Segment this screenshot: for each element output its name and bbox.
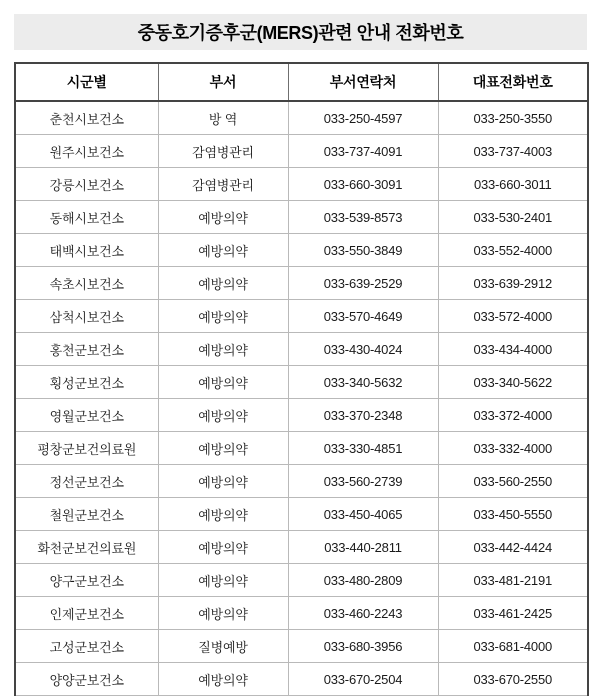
column-header-department-phone: 부서연락처 [288, 63, 438, 101]
cell-main-phone: 033-670-2550 [438, 663, 588, 696]
cell-region: 영월군보건소 [15, 399, 158, 432]
table-row [15, 465, 588, 498]
cell-region: 강릉시보건소 [15, 168, 158, 201]
cell-region: 고성군보건소 [15, 630, 158, 663]
cell-department-phone: 033-560-2739 [288, 465, 438, 498]
table-row [15, 300, 588, 333]
cell-department-phone: 033-480-2809 [288, 564, 438, 597]
cell-region: 홍천군보건소 [15, 333, 158, 366]
cell-main-phone: 033-332-4000 [438, 432, 588, 465]
table-row [15, 333, 588, 366]
cell-main-phone: 033-442-4424 [438, 531, 588, 564]
cell-department: 예방의약 [158, 333, 288, 366]
cell-department: 예방의약 [158, 663, 288, 696]
table-row [15, 630, 588, 663]
cell-main-phone: 033-530-2401 [438, 201, 588, 234]
table-body [15, 101, 588, 696]
cell-department-phone: 033-340-5632 [288, 366, 438, 399]
cell-region: 춘천시보건소 [15, 101, 158, 135]
cell-region: 동해시보건소 [15, 201, 158, 234]
column-header-region: 시군별 [15, 63, 158, 101]
table-row [15, 663, 588, 696]
cell-department-phone: 033-450-4065 [288, 498, 438, 531]
cell-department-phone: 033-550-3849 [288, 234, 438, 267]
document-title-bar [14, 14, 587, 50]
cell-department-phone: 033-250-4597 [288, 101, 438, 135]
cell-department-phone: 033-330-4851 [288, 432, 438, 465]
cell-main-phone: 033-250-3550 [438, 101, 588, 135]
table-row [15, 597, 588, 630]
table-header [15, 63, 588, 101]
cell-department: 감염병관리 [158, 135, 288, 168]
cell-department-phone: 033-460-2243 [288, 597, 438, 630]
cell-region: 양양군보건소 [15, 663, 158, 696]
table-row [15, 498, 588, 531]
cell-department: 예방의약 [158, 498, 288, 531]
cell-department: 예방의약 [158, 531, 288, 564]
cell-department-phone: 033-670-2504 [288, 663, 438, 696]
cell-main-phone: 033-681-4000 [438, 630, 588, 663]
column-header-department: 부서 [158, 63, 288, 101]
cell-department: 예방의약 [158, 300, 288, 333]
table-row [15, 531, 588, 564]
cell-department-phone: 033-570-4649 [288, 300, 438, 333]
cell-region: 속초시보건소 [15, 267, 158, 300]
cell-department-phone: 033-660-3091 [288, 168, 438, 201]
cell-main-phone: 033-450-5550 [438, 498, 588, 531]
cell-main-phone: 033-737-4003 [438, 135, 588, 168]
table-row [15, 234, 588, 267]
cell-department: 예방의약 [158, 597, 288, 630]
table-header-row [15, 63, 588, 101]
cell-main-phone: 033-372-4000 [438, 399, 588, 432]
column-header-main-phone: 대표전화번호 [438, 63, 588, 101]
cell-region: 삼척시보건소 [15, 300, 158, 333]
cell-main-phone: 033-660-3011 [438, 168, 588, 201]
cell-department: 방 역 [158, 101, 288, 135]
table-row [15, 267, 588, 300]
cell-department: 예방의약 [158, 201, 288, 234]
cell-department-phone: 033-737-4091 [288, 135, 438, 168]
phone-table-container [14, 62, 587, 696]
table-row [15, 168, 588, 201]
cell-region: 양구군보건소 [15, 564, 158, 597]
cell-main-phone: 033-481-2191 [438, 564, 588, 597]
cell-main-phone: 033-461-2425 [438, 597, 588, 630]
cell-department: 예방의약 [158, 234, 288, 267]
cell-department: 예방의약 [158, 399, 288, 432]
table-row [15, 432, 588, 465]
table-row [15, 135, 588, 168]
cell-main-phone: 033-572-4000 [438, 300, 588, 333]
cell-department-phone: 033-680-3956 [288, 630, 438, 663]
cell-department-phone: 033-539-8573 [288, 201, 438, 234]
cell-department-phone: 033-370-2348 [288, 399, 438, 432]
cell-department-phone: 033-430-4024 [288, 333, 438, 366]
cell-region: 철원군보건소 [15, 498, 158, 531]
cell-department: 예방의약 [158, 366, 288, 399]
cell-region: 정선군보건소 [15, 465, 158, 498]
page-title: 중동호기증후군(MERS)관련 안내 전화번호 [137, 23, 464, 43]
cell-department-phone: 033-639-2529 [288, 267, 438, 300]
cell-main-phone: 033-340-5622 [438, 366, 588, 399]
cell-main-phone: 033-552-4000 [438, 234, 588, 267]
cell-department-phone: 033-440-2811 [288, 531, 438, 564]
cell-department: 감염병관리 [158, 168, 288, 201]
cell-region: 인제군보건소 [15, 597, 158, 630]
table-row [15, 101, 588, 135]
table-row [15, 366, 588, 399]
cell-region: 평창군보건의료원 [15, 432, 158, 465]
table-row [15, 564, 588, 597]
cell-department: 예방의약 [158, 432, 288, 465]
cell-region: 횡성군보건소 [15, 366, 158, 399]
cell-region: 화천군보건의료원 [15, 531, 158, 564]
cell-department: 예방의약 [158, 267, 288, 300]
cell-department: 예방의약 [158, 465, 288, 498]
cell-main-phone: 033-560-2550 [438, 465, 588, 498]
cell-main-phone: 033-639-2912 [438, 267, 588, 300]
cell-region: 원주시보건소 [15, 135, 158, 168]
cell-department: 예방의약 [158, 564, 288, 597]
phone-number-table [14, 62, 589, 696]
cell-department: 질병예방 [158, 630, 288, 663]
cell-region: 태백시보건소 [15, 234, 158, 267]
table-row [15, 399, 588, 432]
cell-main-phone: 033-434-4000 [438, 333, 588, 366]
table-row [15, 201, 588, 234]
